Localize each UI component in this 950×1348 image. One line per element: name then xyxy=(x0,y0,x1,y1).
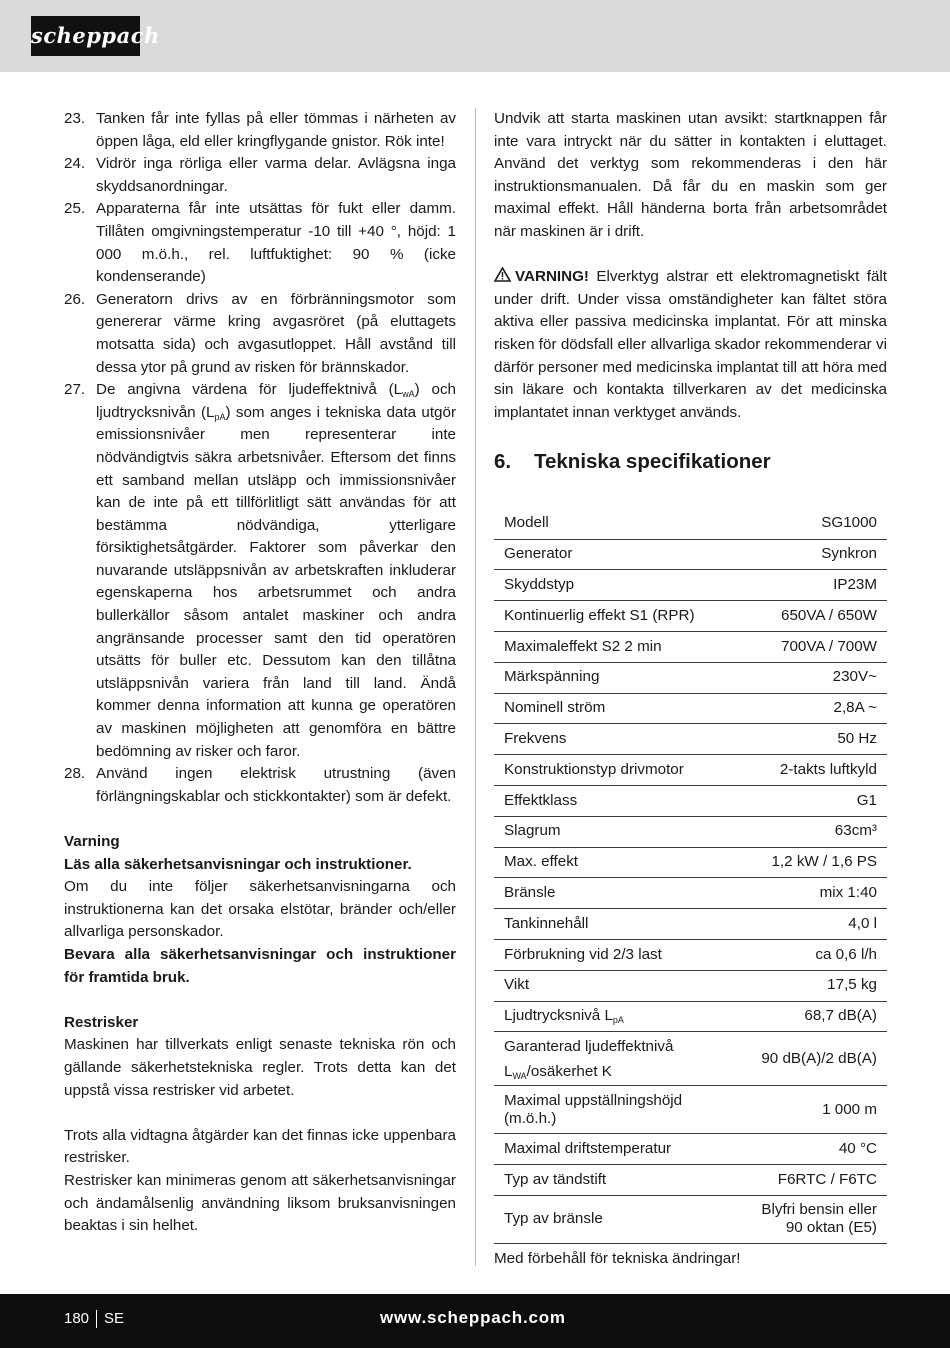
spec-value: 650VA / 650W xyxy=(733,601,887,632)
table-row xyxy=(494,847,887,878)
spec-label: Bränsle xyxy=(494,878,733,909)
list-item xyxy=(64,763,456,808)
list-item xyxy=(64,289,456,379)
left-column xyxy=(64,108,456,1238)
spec-label: Slagrum xyxy=(494,816,733,847)
header-bar xyxy=(0,0,950,72)
table-row xyxy=(494,1195,887,1243)
spec-value: 63cm³ xyxy=(733,816,887,847)
spec-value: 40 °C xyxy=(733,1134,887,1165)
warning-heading: Varning xyxy=(64,833,120,850)
spec-value: 2-takts luftkyld xyxy=(733,755,887,786)
table-row xyxy=(494,878,887,909)
spec-value-text: Blyfri bensin eller xyxy=(761,1201,877,1219)
table-row xyxy=(494,632,887,663)
scheppach-logo: scheppach xyxy=(31,16,140,56)
subscript: pA xyxy=(214,411,226,422)
warning-keep-instructions: Bevara alla säkerhetsanvisningar och instruktioner för framtida bruk. xyxy=(64,945,456,986)
spec-value: 50 Hz xyxy=(733,724,887,755)
spec-value xyxy=(733,1195,887,1243)
list-item xyxy=(64,198,456,288)
spec-value: 17,5 kg xyxy=(733,970,887,1001)
item-text: Tanken får inte fyllas på eller tömmas i närheten av öppen låga, eld eller kringflygande gnistor. Rök inte! xyxy=(96,110,456,150)
section-heading xyxy=(494,451,887,481)
spec-value: 68,7 dB(A) xyxy=(733,1001,887,1032)
spec-label: Nominell ström xyxy=(494,693,733,724)
column-divider xyxy=(475,108,476,1266)
warning-triangle-icon xyxy=(494,267,511,282)
spec-label: Maximaleffekt S2 2 min xyxy=(494,632,733,663)
item-number: 26. xyxy=(64,290,86,308)
spec-label: Märkspänning xyxy=(494,662,733,693)
spec-label: Modell xyxy=(494,508,733,539)
table-row xyxy=(494,816,887,847)
item-number: 28. xyxy=(64,765,86,783)
list-item xyxy=(64,108,456,153)
spec-label-text: Garanterad ljudeffektnivå xyxy=(504,1037,674,1055)
table-row xyxy=(494,939,887,970)
spec-label-text: L xyxy=(504,1062,513,1080)
list-item xyxy=(64,379,456,763)
spec-value: 1 000 m xyxy=(733,1086,887,1134)
warning-text: Elverktyg alstrar ett elektromagnetiskt fält under drift. Under vissa omständigheter kan fältet störa aktiva eller passiva medicinska implantat. För att minska risken för dödsfall eller allvarliga skador rekommenderar vi därför personer med medicinska implantat till att höra med sin läkare och kontakta tillverkaren av det medicinska implantatet innan verktyget används. xyxy=(494,268,887,421)
item-number: 24. xyxy=(64,155,86,173)
spec-label-text: (m.ö.h.) xyxy=(504,1109,557,1127)
spec-label: Tankinnehåll xyxy=(494,909,733,940)
disclaimer-note: Med förbehåll för tekniska ändringar! xyxy=(494,1249,741,1267)
item-text: Apparaterna får inte utsättas för fukt eller damm. Tillåten omgivningstemperatur -10 till +40 °, höjd: 1 000 m.ö.h., rel. luftfuktighet: 90 % (icke kondenserande) xyxy=(96,200,456,286)
subscript: wA xyxy=(402,389,415,400)
restrisker-paragraph: Restrisker kan minimeras genom att säkerhetsanvisningar och ändamålsenlig användning liksom bruksanvisningen beaktas i sin helhet. xyxy=(64,1171,456,1235)
table-row xyxy=(494,1032,887,1086)
section-number: 6. xyxy=(494,450,512,474)
warning-label: VARNING! xyxy=(515,268,589,286)
spec-label xyxy=(494,1001,733,1032)
spec-value: 4,0 l xyxy=(733,909,887,940)
spec-label: Maximal driftstemperatur xyxy=(494,1134,733,1165)
table-row xyxy=(494,1001,887,1032)
table-row xyxy=(494,570,887,601)
table-row xyxy=(494,601,887,632)
list-item xyxy=(64,153,456,198)
table-row xyxy=(494,662,887,693)
table-row xyxy=(494,909,887,940)
table-row xyxy=(494,693,887,724)
spec-label: Typ av bränsle xyxy=(494,1195,733,1243)
table-row xyxy=(494,1165,887,1196)
spec-label: Skyddstyp xyxy=(494,570,733,601)
spec-label: Frekvens xyxy=(494,724,733,755)
page-separator xyxy=(96,1310,97,1328)
spec-value: Synkron xyxy=(733,539,887,570)
table-row xyxy=(494,785,887,816)
safety-list xyxy=(64,108,456,808)
spec-label: Effektklass xyxy=(494,785,733,816)
subscript: pA xyxy=(612,1015,624,1026)
table-row xyxy=(494,755,887,786)
spec-value: IP23M xyxy=(733,570,887,601)
spec-value: 2,8A ~ xyxy=(733,693,887,724)
spec-label: Typ av tändstift xyxy=(494,1165,733,1196)
spec-label-text: Maximal uppställningshöjd xyxy=(504,1091,683,1109)
table-row xyxy=(494,724,887,755)
item-number: 23. xyxy=(64,110,86,127)
table-row xyxy=(494,1086,887,1134)
section-title: Tekniska specifikationer xyxy=(534,450,771,474)
item-number: 25. xyxy=(64,200,86,218)
spec-label: Förbrukning vid 2/3 last xyxy=(494,939,733,970)
item-text xyxy=(96,379,456,763)
item-text: Generatorn drivs av en förbränningsmotor som genererar värme kring avgasröret (på eluttagets motsatta sida) och avgasutloppet. Håll avstånd till dessa ytor på grund av risken för brännskador. xyxy=(96,290,456,376)
item-text-part: ) som anges i tekniska data utgör emissionsnivåer men representerar inte nödvändigtvis säkra arbetsnivåer. Eftersom det finns ett samband mellan utsläpp och immissionsnivåer kan de inte på ett tillförlitligt sätt användas för att bestämma nödvändiga, ytterligare försiktighetsåtgärder. Faktorer som påverkar den nuvarande utsläppsnivån av arbetskraften inkluderar egenskaperna hos arbetsrummet och andra bullerkällor såsom antalet maskiner och andra angränsande processer samt den tid operatören utsätts för buller etc. Dessutom kan den tillåtna utsläppsnivån variera från land till land. Ändå kommer denna information att kunna ge operatören av maskinen möjligheten att genomföra en bättre bedömning av risker och faror. xyxy=(96,403,456,760)
warning-instruction: Läs alla säkerhetsanvisningar och instruktioner. xyxy=(64,855,412,873)
page-number: 180 xyxy=(64,1310,90,1327)
spec-label xyxy=(494,1086,733,1134)
spec-value: ca 0,6 l/h xyxy=(733,939,887,970)
item-text: Vidrör inga rörliga eller varma delar. Avlägsna inga skyddsanordningar. xyxy=(96,155,456,195)
spec-label xyxy=(494,1032,733,1086)
spec-label-text: Ljudtrycksnivå L xyxy=(504,1007,613,1025)
spec-value: 90 dB(A)/2 dB(A) xyxy=(733,1032,887,1086)
spec-label: Max. effekt xyxy=(494,847,733,878)
spec-value: 1,2 kW / 1,6 PS xyxy=(733,847,887,878)
restrisker-paragraph: Trots alla vidtagna åtgärder kan det finnas icke uppenbara restrisker. xyxy=(64,1126,456,1167)
emf-warning xyxy=(494,266,887,424)
spec-label: Konstruktionstyp drivmotor xyxy=(494,755,733,786)
right-column xyxy=(494,108,887,1271)
item-number: 27. xyxy=(64,381,86,399)
spec-label: Generator xyxy=(494,539,733,570)
subscript: WA xyxy=(512,1070,527,1081)
restrisker-heading: Restrisker xyxy=(64,1013,139,1031)
website-link[interactable]: www.scheppach.com xyxy=(380,1308,566,1327)
table-row xyxy=(494,539,887,570)
spec-label: Vikt xyxy=(494,970,733,1001)
spec-value: G1 xyxy=(733,785,887,816)
spec-value: SG1000 xyxy=(733,508,887,539)
spec-value: F6RTC / F6TC xyxy=(733,1165,887,1196)
table-row xyxy=(494,970,887,1001)
spec-value-text: 90 oktan (E5) xyxy=(785,1219,877,1237)
table-row xyxy=(494,1134,887,1165)
spec-table xyxy=(494,508,887,1244)
restrisker-paragraph: Maskinen har tillverkats enligt senaste tekniska rön och gällande säkerhetstekniska regler. Trots detta kan det uppstå vissa restrisker vid arbetet. xyxy=(64,1036,456,1099)
spec-label-text: /osäkerhet K xyxy=(526,1062,612,1080)
item-text-part: ) och ljudtrycksnivån (L xyxy=(96,381,457,421)
language-code: SE xyxy=(104,1310,125,1327)
intro-paragraph: Undvik att starta maskinen utan avsikt: startknappen får inte vara intryckt när du sätter in kontakten i eluttaget. Använd det verktyg som rekommenderas i den här instruktionsmanualen. Då får du en maskin som ger maximal effekt. Håll händerna borta från arbetsområdet när maskinen är i drift. xyxy=(494,110,887,240)
footer-bar xyxy=(0,1294,950,1348)
spec-label: Kontinuerlig effekt S1 (RPR) xyxy=(494,601,733,632)
spec-value: mix 1:40 xyxy=(733,878,887,909)
table-row xyxy=(494,508,887,539)
spec-value: 700VA / 700W xyxy=(733,632,887,663)
spec-value: 230V~ xyxy=(733,662,887,693)
item-text-part: De angivna värdena för ljudeffektnivå (L xyxy=(96,381,403,399)
item-text: Använd ingen elektrisk utrustning (även förlängningskablar och stickkontakter) som är defekt. xyxy=(96,765,456,805)
warning-text: Om du inte följer säkerhetsanvisningarna och instruktionerna kan det orsaka elstötar, bränder och/eller allvarliga personskador. xyxy=(64,878,456,941)
